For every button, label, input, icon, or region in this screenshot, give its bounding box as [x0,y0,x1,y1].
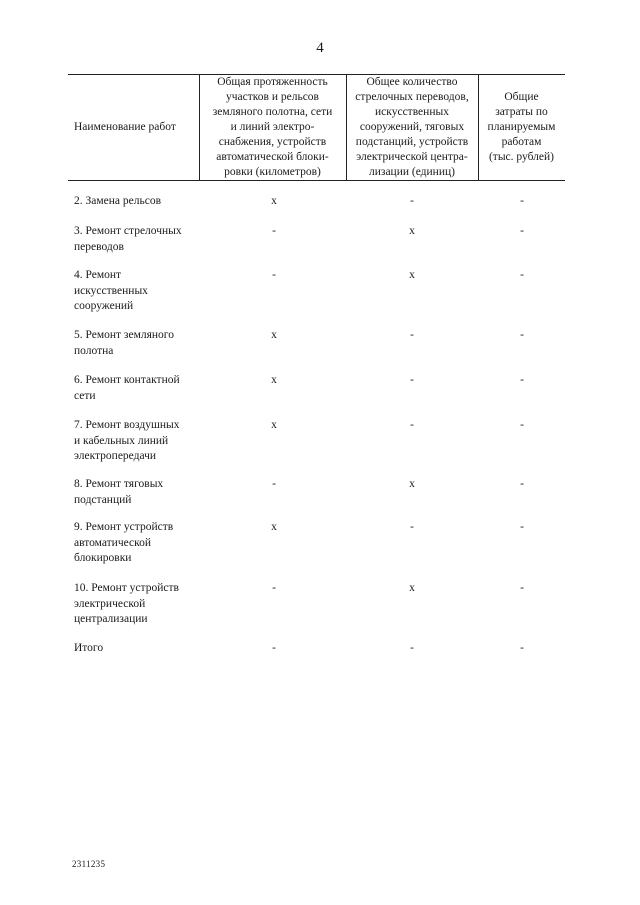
row-value-c2: - [410,195,414,207]
header-total-length: Общая протяженность участков и рельсов земляного полотна, сети и линий электро- снабжения, устройств автоматической блоки- ровки (километров) [212,75,333,178]
row-value-c1: x [271,329,277,341]
row-value-c2: - [410,329,414,341]
row-work-name: 8. Ремонт тяговых подстанций [74,478,164,506]
row-value-c3: - [520,582,524,594]
row-work-name: 7. Ремонт воздушных и кабельных линий электропередачи [74,419,180,462]
row-value-c1: - [272,478,276,490]
row-work-name: 6. Ремонт контактной сети [74,374,180,402]
row-value-c2: - [410,521,414,533]
row-value-c1: - [272,269,276,281]
row-value-c1: x [271,374,277,386]
row-value-c2: x [409,225,415,237]
row-value-c1: - [272,642,276,654]
row-value-c3: - [520,195,524,207]
row-value-c2: x [409,269,415,281]
row-work-name: 9. Ремонт устройств автоматической блокировки [74,521,174,564]
row-value-c1: x [271,521,277,533]
header-total-costs: Общие затраты по планируемым работам (тыс. рублей) [487,90,556,163]
row-work-name: 3. Ремонт стрелочных переводов [74,225,182,253]
row-value-c1: x [271,419,277,431]
row-work-name: 10. Ремонт устройств электрической централизации [74,582,179,625]
row-value-c2: x [409,478,415,490]
header-bottom-rule [68,180,565,181]
row-value-c1: - [272,582,276,594]
document-code: 2311235 [72,859,106,869]
row-value-c3: - [520,521,524,533]
row-value-c3: - [520,642,524,654]
row-value-c2: - [410,642,414,654]
row-work-name: 4. Ремонт искусственных сооружений [74,269,148,312]
row-value-c3: - [520,329,524,341]
header-work-name: Наименование работ [74,120,176,133]
row-work-name: 2. Замена рельсов [74,195,162,207]
header-total-count: Общее количество стрелочных переводов, искусственных сооружений, тяговых подстанций, устройств электрической центра- лизации (единиц) [355,75,469,178]
row-value-c1: - [272,225,276,237]
row-value-c3: - [520,269,524,281]
row-value-c3: - [520,374,524,386]
row-value-c3: - [520,225,524,237]
row-value-c1: x [271,195,277,207]
row-value-c2: - [410,374,414,386]
row-work-name: 5. Ремонт земляного полотна [74,329,174,357]
page-number: 4 [316,40,324,56]
row-value-c3: - [520,478,524,490]
row-work-name: Итого [74,642,104,654]
row-value-c2: - [410,419,414,431]
row-value-c2: x [409,582,415,594]
row-value-c3: - [520,419,524,431]
